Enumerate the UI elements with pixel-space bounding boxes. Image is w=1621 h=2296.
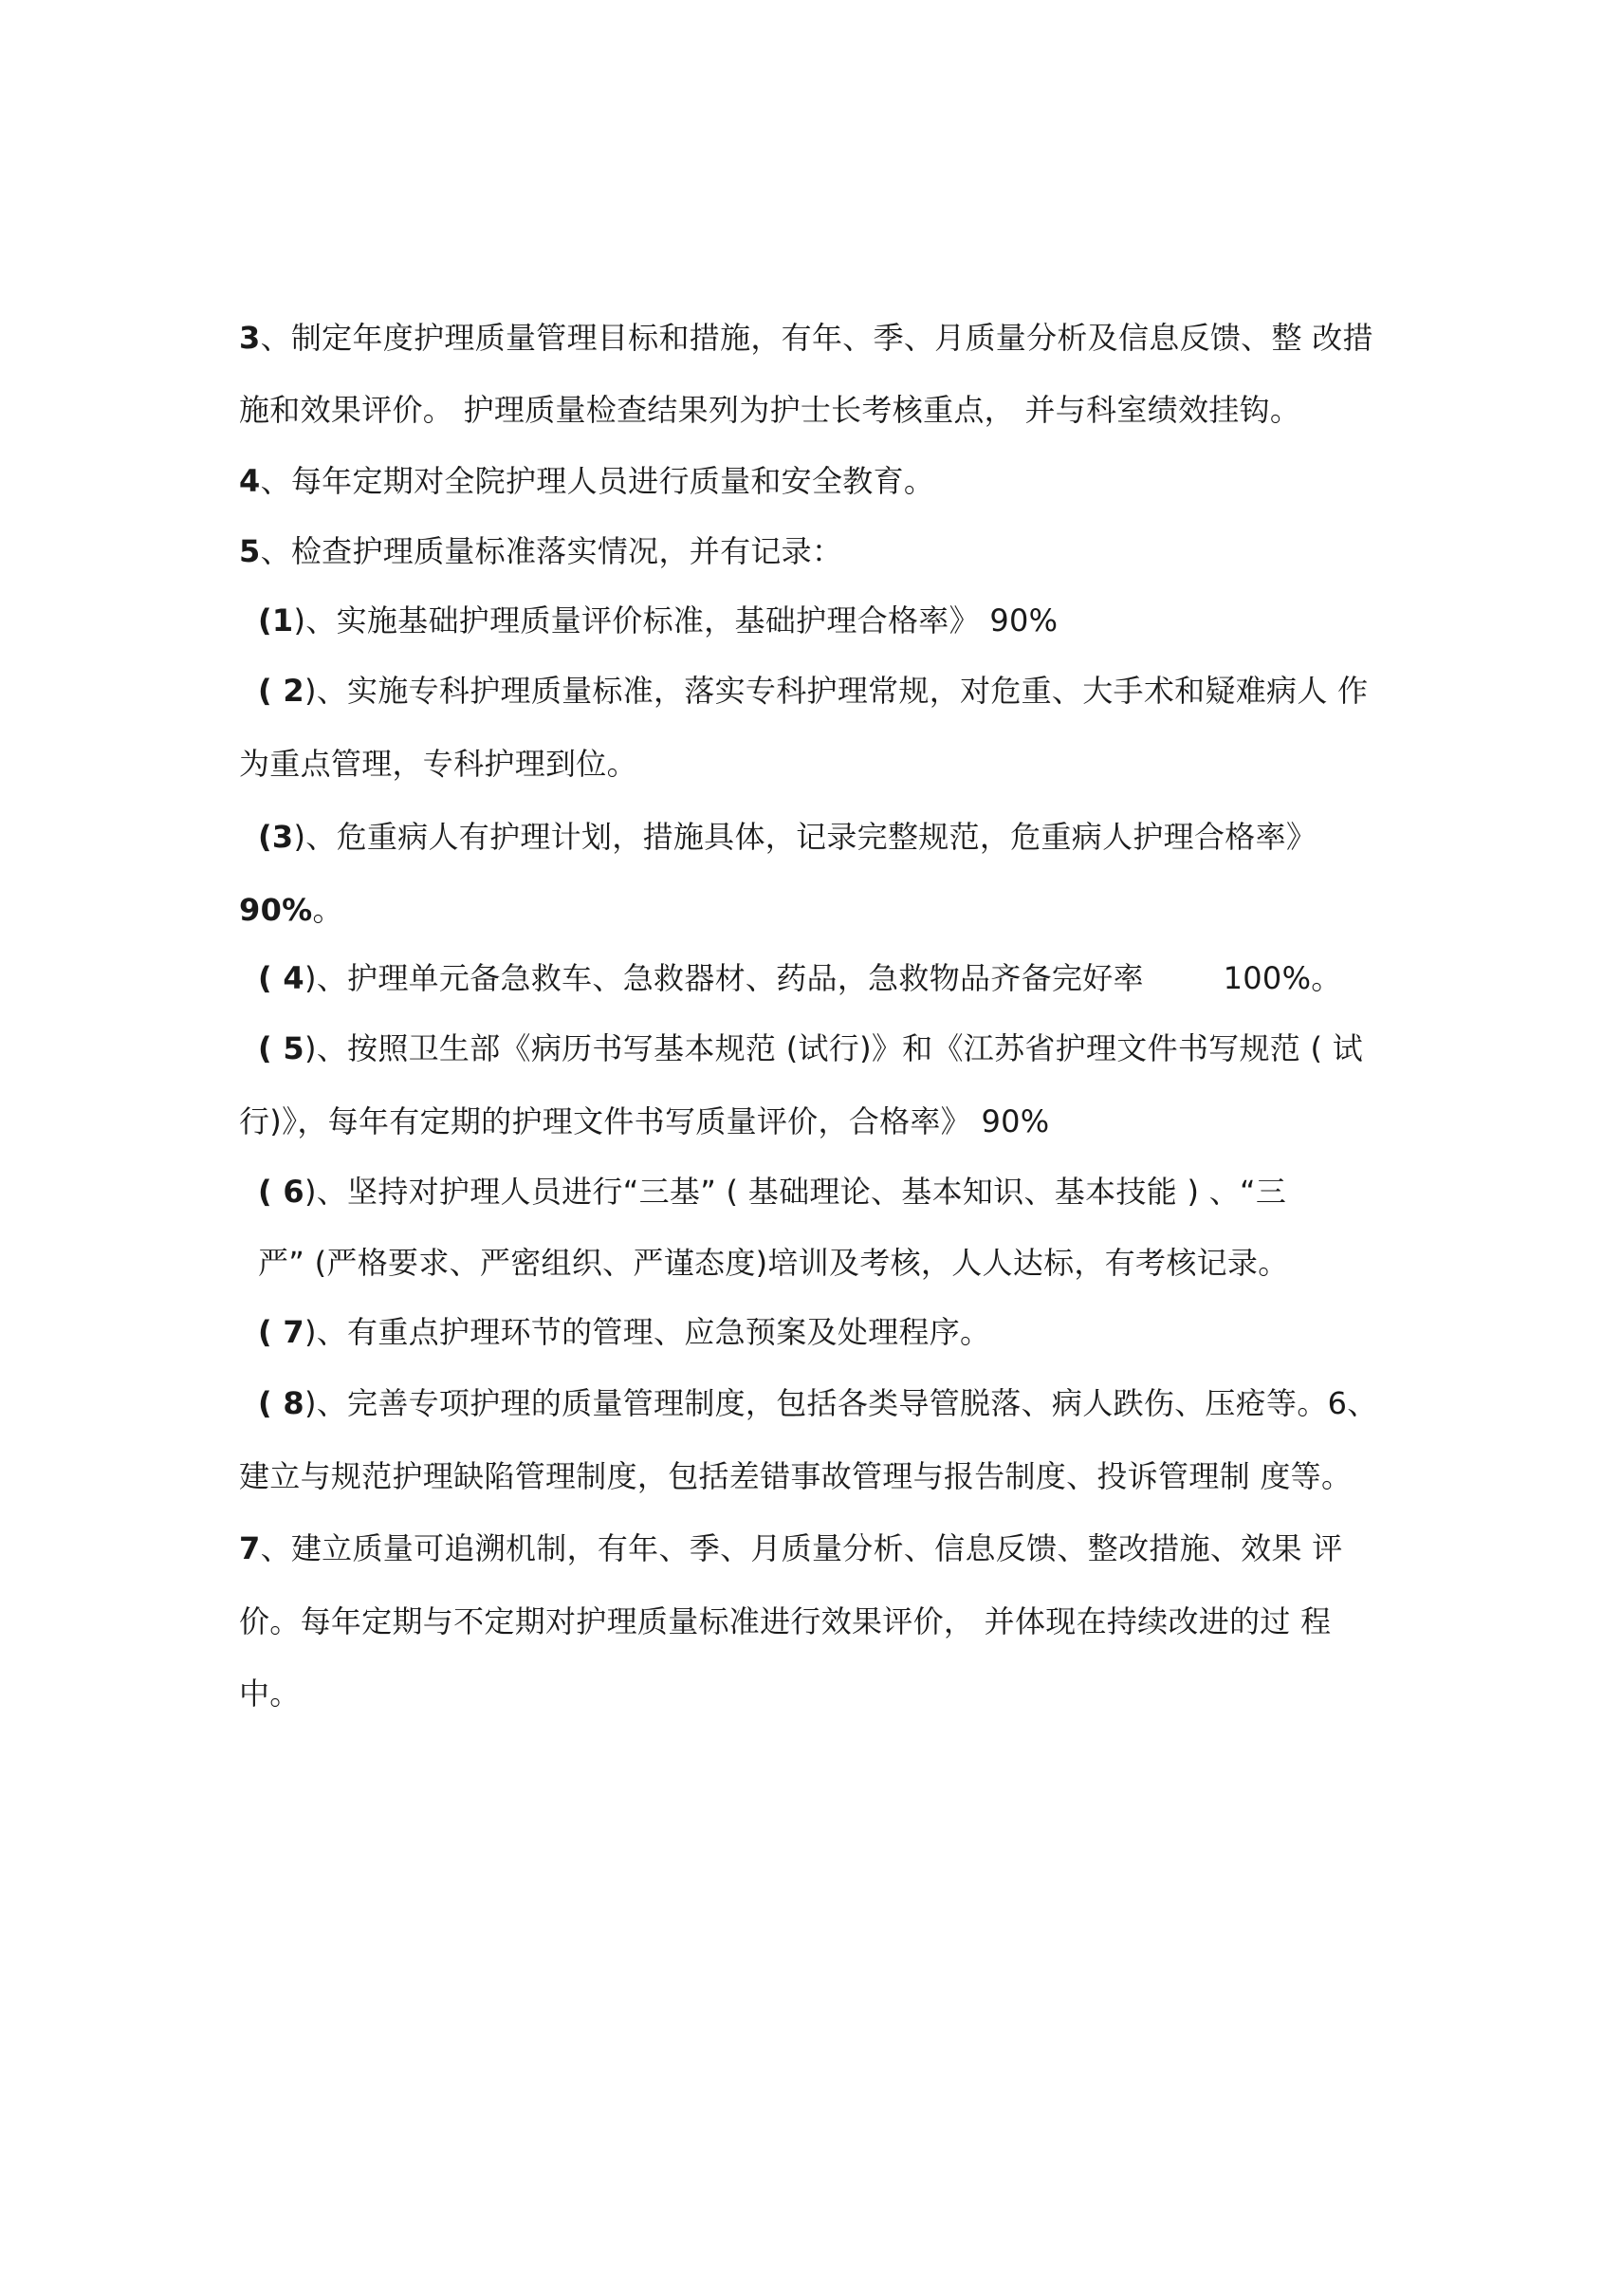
item-number: 90% [239, 892, 313, 928]
paragraph-line [258, 959, 1342, 997]
paragraph-line [258, 672, 1368, 710]
line-text: )、危重病人有护理计划，措施具体，记录完整规范，危重病人护理合格率》 [293, 819, 1317, 855]
paragraph-line [239, 1102, 1049, 1140]
paragraph-line [258, 602, 1058, 639]
item-number: 4 [239, 463, 261, 499]
item-number: ( 2 [258, 673, 304, 709]
item-number: ( 5 [258, 1030, 304, 1066]
item-number: ( 6 [258, 1174, 304, 1210]
paragraph-line [258, 1384, 1378, 1422]
paragraph-line [239, 1457, 1352, 1495]
item-number: (1 [258, 602, 294, 639]
item-number: 5 [239, 533, 261, 569]
paragraph-line [239, 1602, 1331, 1640]
paragraph-line [258, 1313, 990, 1351]
line-text: 为重点管理，专科护理到位。 [239, 746, 637, 782]
line-text: 施和效果评价。 护理质量检查结果列为护士长考核重点， 并与科室绩效挂钩。 [239, 392, 1301, 428]
paragraph-line [258, 1244, 1289, 1282]
item-number: ( 7 [258, 1314, 304, 1350]
item-number: ( 4 [258, 960, 304, 996]
line-text: )、有重点护理环节的管理、应急预案及处理程序。 [304, 1314, 991, 1350]
line-text: 、制定年度护理质量管理目标和措施，有年、季、月质量分析及信息反馈、整 改措 [260, 320, 1373, 356]
line-text: 严” (严格要求、严密组织、严谨态度)培训及考核，人人达标，有考核记录。 [258, 1245, 1289, 1281]
paragraph-line [239, 1675, 301, 1713]
line-text: )、实施专科护理质量标准，落实专科护理常规，对危重、大手术和疑难病人 作 [304, 673, 1369, 709]
line-text: )、实施基础护理质量评价标准，基础护理合格率》 90% [293, 602, 1059, 639]
paragraph-line [239, 319, 1373, 357]
line-text: )、按照卫生部《病历书写基本规范 (试行)》和《江苏省护理文件书写规范 ( 试 [304, 1030, 1364, 1066]
paragraph-line [239, 391, 1300, 429]
line-text: 中。 [239, 1676, 301, 1712]
line-text: 建立与规范护理缺陷管理制度，包括差错事故管理与报告制度、投诉管理制 度等。 [239, 1458, 1353, 1494]
paragraph-line [239, 532, 842, 570]
line-text: 、每年定期对全院护理人员进行质量和安全教育。 [260, 463, 935, 499]
line-text: 、检查护理质量标准落实情况，并有记录： [260, 533, 843, 569]
line-text: 价。每年定期与不定期对护理质量标准进行效果评价， 并体现在持续改进的过 程 [239, 1603, 1332, 1639]
line-text: 、建立质量可追溯机制，有年、季、月质量分析、信息反馈、整改措施、效果 评 [260, 1530, 1343, 1566]
paragraph-line [239, 891, 343, 929]
line-text: 行)》，每年有定期的护理文件书写质量评价，合格率》 90% [239, 1103, 1050, 1139]
paragraph-line [258, 818, 1317, 856]
line-text: )、完善专项护理的质量管理制度，包括各类导管脱落、病人跌伤、压疮等。6、 [304, 1385, 1378, 1421]
item-number: 3 [239, 320, 261, 356]
paragraph-line [239, 745, 637, 783]
paragraph-line [258, 1029, 1363, 1067]
item-number: (3 [258, 819, 294, 855]
item-number: ( 8 [258, 1385, 304, 1421]
paragraph-line [258, 1173, 1286, 1211]
line-text: )、坚持对护理人员进行“三基” ( 基础理论、基本知识、基本技能 ) 、“三 [304, 1174, 1287, 1210]
line-text: 。 [312, 892, 343, 928]
line-text: )、护理单元备急救车、急救器材、药品，急救物品齐备完好率 100%。 [304, 960, 1342, 996]
paragraph-line [239, 1529, 1343, 1567]
item-number: 7 [239, 1530, 261, 1566]
paragraph-line [239, 462, 934, 500]
